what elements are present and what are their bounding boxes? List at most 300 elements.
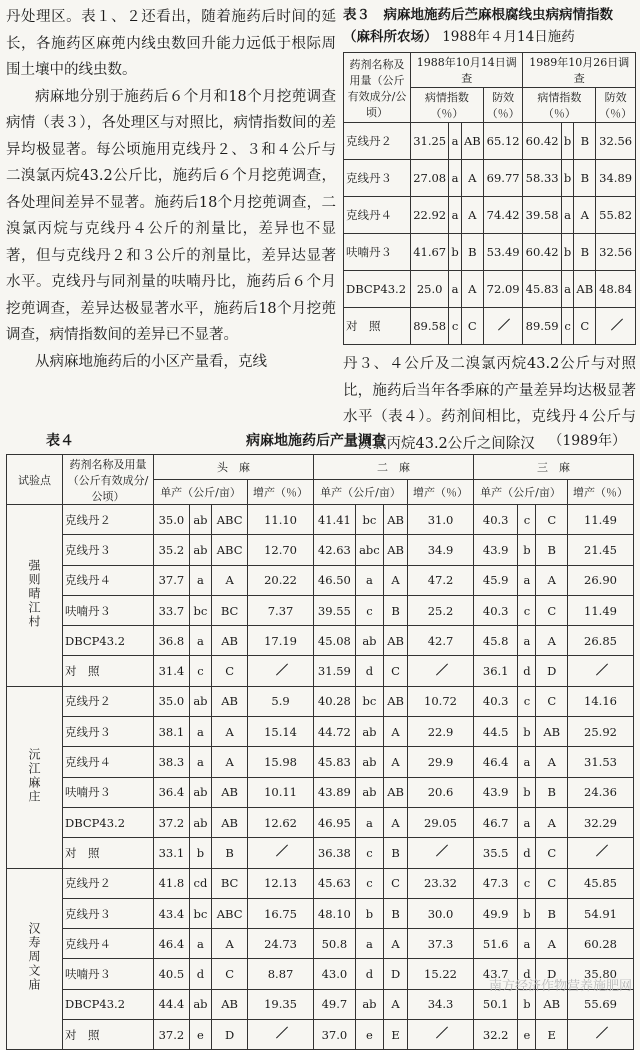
table-cell: 41.67 — [411, 234, 449, 271]
diagonal-slash — [592, 661, 610, 679]
table-cell: 47.2 — [408, 565, 474, 595]
table-cell: a — [189, 717, 211, 747]
table-cell: 25.0 — [411, 271, 449, 308]
table-cell: B — [536, 898, 568, 928]
table-cell: a — [449, 197, 462, 234]
table-cell: b — [518, 777, 536, 807]
table-cell: DBCP43.2 — [63, 626, 154, 656]
table4-header-inc: 增产（％） — [248, 480, 314, 505]
table-cell: 呋喃丹３ — [344, 234, 411, 271]
diagonal-slash — [592, 1024, 610, 1042]
table3-caption — [343, 4, 636, 48]
table-cell: 克线丹２ — [344, 123, 411, 160]
table-cell: bc — [355, 686, 383, 716]
table3-title: 表３ 病麻地施药后苎麻根腐线虫病病情指数（麻科所农场） — [343, 7, 613, 45]
table-cell: ab — [355, 626, 383, 656]
table-cell: bc — [189, 595, 211, 625]
table-cell: ab — [189, 505, 211, 535]
table-cell: 克线丹４ — [63, 565, 154, 595]
table4-header-inc: 增产（％） — [408, 480, 474, 505]
table-cell: 89.59 — [523, 308, 561, 345]
table-cell: 36.1 — [473, 656, 517, 686]
empty-slash-cell — [408, 656, 474, 686]
table-cell: 60.28 — [568, 929, 634, 959]
table-cell: 11.10 — [248, 505, 314, 535]
table-cell: c — [518, 868, 536, 898]
site-label: 沅江麻庄 — [27, 747, 41, 804]
table3-header-eff: 防效（％） — [596, 88, 636, 123]
table-cell: 32.29 — [568, 807, 634, 837]
table-cell: d — [518, 656, 536, 686]
table-cell: AB — [384, 505, 408, 535]
table4 — [6, 454, 634, 1050]
table-cell: 37.2 — [154, 807, 190, 837]
table-cell: 12.62 — [248, 807, 314, 837]
table-cell: D — [212, 1020, 248, 1050]
table-cell: ab — [355, 747, 383, 777]
table-cell: BC — [212, 595, 248, 625]
paragraph: 从病麻地施药后的小区产量看，克线 — [35, 353, 267, 370]
table4-year: （1989年） — [548, 433, 626, 449]
table-cell: 22.9 — [408, 717, 474, 747]
table-cell: D — [536, 959, 568, 989]
table-cell: 呋喃丹３ — [63, 777, 154, 807]
table-cell: 46.4 — [154, 929, 190, 959]
table-cell: DBCP43.2 — [63, 989, 154, 1019]
table-cell: a — [355, 565, 383, 595]
table-cell: 36.4 — [154, 777, 190, 807]
table-cell: ABC — [212, 898, 248, 928]
table-cell: 32.56 — [596, 234, 636, 271]
table-cell: 呋喃丹３ — [63, 595, 154, 625]
table4-title: 病麻地施药后产量调查 — [246, 433, 386, 449]
table-row — [7, 535, 634, 565]
table-row — [344, 308, 636, 345]
table3-header-date1: 1988年10月14日调查 — [411, 53, 523, 88]
table3-header-date2: 1989年10月26日调查 — [523, 53, 636, 88]
table-cell: b — [518, 898, 536, 928]
table-cell: ABC — [212, 505, 248, 535]
table-cell: 48.84 — [596, 271, 636, 308]
table-cell: 51.6 — [473, 929, 517, 959]
table-row — [7, 898, 634, 928]
table-cell: 35.2 — [154, 535, 190, 565]
table-cell: 34.3 — [408, 989, 474, 1019]
table-cell: DBCP43.2 — [344, 271, 411, 308]
table3-header-eff: 防效（％） — [483, 88, 523, 123]
table-cell: D — [536, 656, 568, 686]
table-cell: 43.4 — [154, 898, 190, 928]
empty-slash-cell — [568, 656, 634, 686]
empty-slash-cell — [248, 1020, 314, 1050]
table-cell: E — [536, 1020, 568, 1050]
table-cell: 8.87 — [248, 959, 314, 989]
table-cell: 克线丹３ — [344, 160, 411, 197]
diagonal-slash — [607, 316, 625, 334]
table-cell: 克线丹２ — [63, 686, 154, 716]
table-cell: A — [384, 565, 408, 595]
table-row — [7, 747, 634, 777]
table-row — [7, 1020, 634, 1050]
table-cell: c — [355, 838, 383, 868]
table-cell: BC — [212, 868, 248, 898]
table-cell: 55.82 — [596, 197, 636, 234]
table-cell: 44.4 — [154, 989, 190, 1019]
table-cell: 37.7 — [154, 565, 190, 595]
table-cell: 54.91 — [568, 898, 634, 928]
table-cell: b — [189, 838, 211, 868]
table-cell: 对 照 — [63, 838, 154, 868]
table4-header-site: 试验点 — [7, 455, 63, 505]
table3 — [343, 52, 636, 345]
table-row — [7, 717, 634, 747]
table-cell: d — [355, 959, 383, 989]
table-cell: 32.56 — [596, 123, 636, 160]
right-column — [343, 4, 636, 457]
table-cell: AB — [384, 777, 408, 807]
table-cell: a — [561, 271, 574, 308]
table-cell: a — [189, 565, 211, 595]
table-cell: 31.59 — [313, 656, 355, 686]
table-cell: 45.63 — [313, 868, 355, 898]
table-cell: 10.11 — [248, 777, 314, 807]
table-cell: c — [189, 656, 211, 686]
table-cell: b — [449, 234, 462, 271]
table-cell: 42.7 — [408, 626, 474, 656]
table-cell: 22.92 — [411, 197, 449, 234]
table-cell: ab — [189, 686, 211, 716]
table-row — [7, 838, 634, 868]
table-cell: 克线丹４ — [63, 747, 154, 777]
table-cell: 50.8 — [313, 929, 355, 959]
table-cell: C — [461, 308, 483, 345]
table-cell: d — [189, 959, 211, 989]
table-cell: A — [384, 807, 408, 837]
table-cell: A — [536, 747, 568, 777]
table-cell: 23.32 — [408, 868, 474, 898]
table3-header-index: 病情指数（％） — [411, 88, 484, 123]
table-cell: 35.5 — [473, 838, 517, 868]
table-cell: 克线丹３ — [63, 717, 154, 747]
table-cell: B — [574, 160, 596, 197]
table-cell: 克线丹４ — [63, 929, 154, 959]
table-cell: 36.38 — [313, 838, 355, 868]
paragraph: 病麻地分别于施药后６个月和18个月挖蔸调查病情（表３），各处理区与对照比，病情指数间的差异均极显著。每公顷施用克线丹２、３和４公斤与二溴氯丙烷43.2公斤比，施药后６个月挖蔸调查，各处理间差异不显著。施药后18个月挖蔸调查，二溴氯丙烷与克线丹４公斤的剂量比，差异也不显著，但与克线丹２和３公斤的剂量比，差异达显著水平。克线丹与同剂量的呋喃丹比，施药后６个月挖蔸调查，差异达极显著水平，施药后18个月挖蔸调查，病情指数间的差异已不显著。 — [6, 88, 336, 343]
table-cell: A — [461, 271, 483, 308]
table-cell: b — [518, 989, 536, 1019]
table-cell: 对 照 — [63, 656, 154, 686]
table-cell: 47.3 — [473, 868, 517, 898]
table-cell: 40.3 — [473, 686, 517, 716]
table-cell: 15.98 — [248, 747, 314, 777]
table-cell: 10.72 — [408, 686, 474, 716]
table-cell: a — [518, 929, 536, 959]
table-cell: 53.49 — [483, 234, 523, 271]
table4-header-yield: 单产（公斤/亩） — [313, 480, 407, 505]
table-cell: C — [384, 868, 408, 898]
table-cell: C — [384, 656, 408, 686]
table-cell: A — [212, 717, 248, 747]
table-row — [7, 565, 634, 595]
table-cell: 33.7 — [154, 595, 190, 625]
site-label: 强则晴江村 — [27, 558, 41, 629]
table-cell: A — [461, 160, 483, 197]
table-cell: 呋喃丹３ — [63, 959, 154, 989]
diagonal-slash — [494, 316, 512, 334]
table-cell: 克线丹４ — [344, 197, 411, 234]
table-cell: 45.08 — [313, 626, 355, 656]
table-cell: A — [384, 747, 408, 777]
table-cell: 50.1 — [473, 989, 517, 1019]
table-cell: ab — [189, 535, 211, 565]
table-cell: 39.58 — [523, 197, 561, 234]
site-cell — [7, 505, 63, 687]
table-cell: 7.37 — [248, 595, 314, 625]
table-cell: 31.0 — [408, 505, 474, 535]
table-cell: 33.1 — [154, 838, 190, 868]
diagonal-slash — [272, 661, 290, 679]
table-cell: 45.85 — [568, 868, 634, 898]
table-cell: B — [536, 777, 568, 807]
table-cell: C — [536, 595, 568, 625]
table-cell: 46.4 — [473, 747, 517, 777]
table-cell: DBCP43.2 — [63, 807, 154, 837]
table-cell: c — [518, 686, 536, 716]
table-cell: 37.3 — [408, 929, 474, 959]
table-cell: B — [461, 234, 483, 271]
empty-slash-cell — [408, 838, 474, 868]
table-cell: 37.0 — [313, 1020, 355, 1050]
table-cell: B — [536, 535, 568, 565]
table-cell: 克线丹３ — [63, 535, 154, 565]
table-cell: cd — [189, 868, 211, 898]
table-cell: d — [518, 959, 536, 989]
table-cell: C — [536, 686, 568, 716]
table-row — [344, 271, 636, 308]
table-cell: 20.22 — [248, 565, 314, 595]
table-cell: 35.0 — [154, 505, 190, 535]
table-cell: AB — [384, 686, 408, 716]
table4-header-season3: 三 麻 — [473, 455, 633, 480]
table-cell: a — [518, 626, 536, 656]
empty-slash-cell — [248, 838, 314, 868]
table-cell: 45.9 — [473, 565, 517, 595]
table-cell: C — [536, 868, 568, 898]
diagonal-slash — [432, 842, 450, 860]
table-cell: a — [449, 160, 462, 197]
table-cell: 11.49 — [568, 505, 634, 535]
table-cell: 39.55 — [313, 595, 355, 625]
table-cell: a — [518, 807, 536, 837]
table-cell: 20.6 — [408, 777, 474, 807]
table-cell: 31.25 — [411, 123, 449, 160]
table-cell: D — [384, 959, 408, 989]
table-cell: 43.9 — [473, 777, 517, 807]
table-cell: 69.77 — [483, 160, 523, 197]
table-cell: 43.89 — [313, 777, 355, 807]
table-cell: 41.41 — [313, 505, 355, 535]
table-cell: 41.8 — [154, 868, 190, 898]
table-cell: 30.0 — [408, 898, 474, 928]
table-cell: 11.49 — [568, 595, 634, 625]
table-cell: A — [384, 989, 408, 1019]
table-cell: 44.72 — [313, 717, 355, 747]
diagonal-slash — [592, 842, 610, 860]
table-cell: 74.42 — [483, 197, 523, 234]
table-cell: 45.83 — [313, 747, 355, 777]
table4-label: 表４ — [46, 433, 74, 449]
table-cell: C — [536, 505, 568, 535]
table-row — [7, 595, 634, 625]
table-cell: a — [189, 626, 211, 656]
table-cell: A — [574, 197, 596, 234]
table-cell: c — [561, 308, 574, 345]
table-cell: ab — [189, 807, 211, 837]
empty-slash-cell — [248, 656, 314, 686]
table-cell: A — [536, 807, 568, 837]
table-cell: 29.05 — [408, 807, 474, 837]
table-row — [7, 929, 634, 959]
table-cell: 32.2 — [473, 1020, 517, 1050]
table-cell: A — [536, 626, 568, 656]
table-cell: 27.08 — [411, 160, 449, 197]
table-row — [344, 197, 636, 234]
table-cell: a — [518, 747, 536, 777]
table-cell: a — [355, 807, 383, 837]
table-cell: 40.3 — [473, 595, 517, 625]
table-cell: 44.5 — [473, 717, 517, 747]
table-cell: 45.83 — [523, 271, 561, 308]
table-cell: 17.19 — [248, 626, 314, 656]
table-cell: AB — [212, 807, 248, 837]
left-column — [6, 4, 336, 375]
paragraph: 丹处理区。表１、２还看出，随着施药后时间的延长，各施药区麻蔸内线虫数回升能力远低于根际周围土壤中的线虫数。 — [6, 9, 336, 78]
watermark: 南方经济作物营养施肥网 — [488, 979, 632, 994]
right-paragraph: 丹３、４公斤及二溴氯丙烷43.2公斤与对照比，施药后当年各季麻的产量差异均达极显著水平（表４）。药剂间相比，克线丹４公斤与二溴氯丙烷43.2公斤之间除汉 — [343, 356, 636, 452]
table-cell: 42.63 — [313, 535, 355, 565]
table-cell: A — [384, 929, 408, 959]
table-cell: 克线丹２ — [63, 505, 154, 535]
table-cell: 21.45 — [568, 535, 634, 565]
table-cell: 58.33 — [523, 160, 561, 197]
table-cell: E — [384, 1020, 408, 1050]
table-cell: ab — [189, 777, 211, 807]
table-row — [7, 686, 634, 716]
table-cell: 14.16 — [568, 686, 634, 716]
table3-date: 1988年４月14日施药 — [442, 29, 575, 45]
table-cell: 60.42 — [523, 234, 561, 271]
table-cell: 克线丹２ — [63, 868, 154, 898]
table-row — [7, 868, 634, 898]
table-cell: 12.13 — [248, 868, 314, 898]
table-cell: 35.0 — [154, 686, 190, 716]
table-cell: AB — [212, 626, 248, 656]
table-cell: B — [574, 123, 596, 160]
table-cell: a — [189, 929, 211, 959]
table-cell: 29.9 — [408, 747, 474, 777]
table-cell: 25.2 — [408, 595, 474, 625]
table-row — [7, 626, 634, 656]
table-cell: 16.75 — [248, 898, 314, 928]
table-cell: bc — [355, 505, 383, 535]
table-cell: AB — [384, 535, 408, 565]
empty-slash-cell — [596, 308, 636, 345]
table-cell: AB — [574, 271, 596, 308]
table-cell: c — [518, 505, 536, 535]
table-cell: 34.9 — [408, 535, 474, 565]
table-cell: C — [212, 656, 248, 686]
table-cell: AB — [212, 777, 248, 807]
table-cell: 25.92 — [568, 717, 634, 747]
empty-slash-cell — [408, 1020, 474, 1050]
table-cell: 克线丹３ — [63, 898, 154, 928]
table-cell: 72.09 — [483, 271, 523, 308]
table-cell: 38.3 — [154, 747, 190, 777]
table-cell: ab — [355, 777, 383, 807]
table4-header-season1: 头 麻 — [154, 455, 314, 480]
table-cell: a — [189, 747, 211, 777]
table-cell: a — [355, 929, 383, 959]
table-cell: a — [561, 197, 574, 234]
table4-caption — [6, 430, 634, 452]
table-cell: b — [518, 535, 536, 565]
table-cell: 40.5 — [154, 959, 190, 989]
table-cell: d — [355, 656, 383, 686]
site-cell — [7, 868, 63, 1050]
table4-header-inc: 增产（％） — [568, 480, 634, 505]
table-cell: 43.0 — [313, 959, 355, 989]
diagonal-slash — [272, 842, 290, 860]
table-cell: 49.7 — [313, 989, 355, 1019]
table-cell: 24.36 — [568, 777, 634, 807]
table-cell: 45.8 — [473, 626, 517, 656]
table-cell: 55.69 — [568, 989, 634, 1019]
table-cell: A — [384, 717, 408, 747]
table-cell: 43.9 — [473, 535, 517, 565]
table-cell: A — [212, 565, 248, 595]
table-cell: c — [355, 595, 383, 625]
table-cell: A — [536, 929, 568, 959]
table-cell: a — [449, 123, 462, 160]
table-cell: 43.7 — [473, 959, 517, 989]
table-row — [344, 234, 636, 271]
table-row — [7, 656, 634, 686]
table-cell: 34.89 — [596, 160, 636, 197]
table-cell: 46.7 — [473, 807, 517, 837]
table-cell: 60.42 — [523, 123, 561, 160]
table-cell: 对 照 — [63, 1020, 154, 1050]
table-cell: 15.14 — [248, 717, 314, 747]
table-cell: e — [518, 1020, 536, 1050]
table-cell: 40.3 — [473, 505, 517, 535]
table-cell: ab — [355, 717, 383, 747]
table-cell: 49.9 — [473, 898, 517, 928]
table-cell: B — [212, 838, 248, 868]
table-cell: 对 照 — [344, 308, 411, 345]
table-cell: 19.35 — [248, 989, 314, 1019]
table-cell: 89.58 — [411, 308, 449, 345]
table-cell: ABC — [212, 535, 248, 565]
diagonal-slash — [432, 661, 450, 679]
table-cell: d — [518, 838, 536, 868]
table4-header-yield: 单产（公斤/亩） — [473, 480, 567, 505]
table-cell: b — [561, 160, 574, 197]
table-cell: C — [212, 959, 248, 989]
table-cell: 46.95 — [313, 807, 355, 837]
site-label: 汉寿周文庙 — [27, 922, 41, 993]
table-row — [344, 160, 636, 197]
table-cell: a — [518, 565, 536, 595]
